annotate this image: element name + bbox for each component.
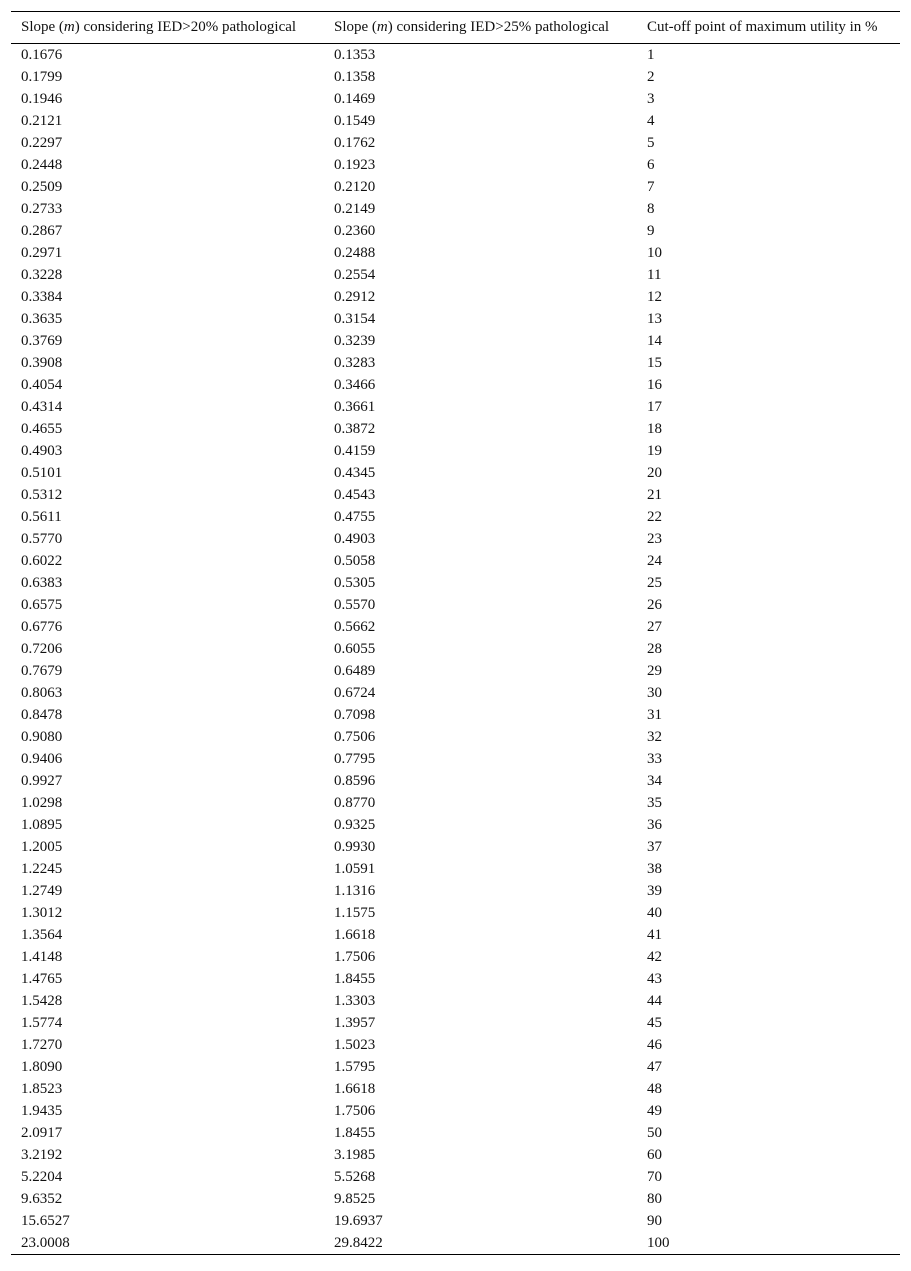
cell-slope-ied20: 1.2005 — [21, 839, 63, 855]
cell-slope-ied25: 0.6724 — [334, 685, 376, 701]
cell-cutoff-point: 11 — [647, 267, 662, 283]
cell-slope-ied20: 0.2971 — [21, 245, 63, 261]
cell-slope-ied20: 1.5774 — [21, 1015, 63, 1031]
table-row — [11, 1166, 900, 1188]
table-row — [11, 286, 900, 308]
cell-cutoff-point: 80 — [647, 1191, 662, 1207]
cell-slope-ied20: 5.2204 — [21, 1169, 63, 1185]
cell-slope-ied25: 0.7098 — [334, 707, 376, 723]
cell-slope-ied25: 19.6937 — [334, 1213, 383, 1229]
cell-slope-ied20: 0.6022 — [21, 553, 63, 569]
table-row — [11, 704, 900, 726]
cell-cutoff-point: 41 — [647, 927, 662, 943]
cell-slope-ied25: 0.1923 — [334, 157, 376, 173]
table-row — [11, 440, 900, 462]
cell-slope-ied20: 1.5428 — [21, 993, 63, 1009]
cell-slope-ied25: 0.9930 — [334, 839, 376, 855]
cell-cutoff-point: 2 — [647, 69, 655, 85]
table-row — [11, 594, 900, 616]
table-row — [11, 264, 900, 286]
table-row — [11, 1012, 900, 1034]
cell-slope-ied20: 1.7270 — [21, 1037, 63, 1053]
cell-slope-ied20: 0.6575 — [21, 597, 63, 613]
cell-cutoff-point: 60 — [647, 1147, 662, 1163]
cell-slope-ied20: 0.5770 — [21, 531, 63, 547]
header-text: Cut-off point of maximum utility in % — [647, 19, 878, 35]
header-slope-ied20 — [11, 12, 324, 44]
cell-cutoff-point: 1 — [647, 47, 655, 63]
cell-slope-ied25: 0.4755 — [334, 509, 376, 525]
table-row — [11, 1144, 900, 1166]
cell-slope-ied25: 0.3872 — [334, 421, 376, 437]
table-row — [11, 220, 900, 242]
cell-cutoff-point: 20 — [647, 465, 662, 481]
cell-cutoff-point: 25 — [647, 575, 662, 591]
cell-slope-ied20: 0.1946 — [21, 91, 63, 107]
cell-slope-ied20: 0.5611 — [21, 509, 62, 525]
table-row — [11, 616, 900, 638]
cell-slope-ied25: 1.8455 — [334, 971, 376, 987]
table-row — [11, 726, 900, 748]
cell-slope-ied25: 1.7506 — [334, 949, 376, 965]
cell-cutoff-point: 37 — [647, 839, 662, 855]
cell-slope-ied20: 1.8523 — [21, 1081, 63, 1097]
cell-slope-ied20: 0.3228 — [21, 267, 63, 283]
cell-slope-ied25: 9.8525 — [334, 1191, 376, 1207]
table-row — [11, 946, 900, 968]
cell-cutoff-point: 30 — [647, 685, 662, 701]
table-row — [11, 968, 900, 990]
cell-slope-ied25: 1.1316 — [334, 883, 376, 899]
cell-slope-ied25: 1.8455 — [334, 1125, 376, 1141]
cell-slope-ied25: 0.9325 — [334, 817, 376, 833]
table-row — [11, 418, 900, 440]
table-row — [11, 858, 900, 880]
cell-cutoff-point: 43 — [647, 971, 662, 987]
cell-slope-ied20: 15.6527 — [21, 1213, 70, 1229]
cell-cutoff-point: 32 — [647, 729, 662, 745]
header-text: ) considering IED>25% pathological — [387, 19, 610, 35]
cell-slope-ied25: 0.4903 — [334, 531, 376, 547]
table-row — [11, 924, 900, 946]
cell-cutoff-point: 18 — [647, 421, 662, 437]
cell-slope-ied25: 1.3957 — [334, 1015, 376, 1031]
table-row — [11, 198, 900, 220]
cell-slope-ied20: 0.9080 — [21, 729, 63, 745]
cell-slope-ied20: 0.9406 — [21, 751, 63, 767]
cell-slope-ied25: 0.7506 — [334, 729, 376, 745]
cell-cutoff-point: 3 — [647, 91, 655, 107]
cell-slope-ied25: 3.1985 — [334, 1147, 376, 1163]
cell-cutoff-point: 33 — [647, 751, 662, 767]
table-row — [11, 1078, 900, 1100]
table-row — [11, 1232, 900, 1255]
cell-slope-ied20: 0.6383 — [21, 575, 63, 591]
cell-slope-ied20: 0.5101 — [21, 465, 63, 481]
table-row — [11, 1034, 900, 1056]
table-row — [11, 330, 900, 352]
cell-slope-ied25: 0.4543 — [334, 487, 376, 503]
cell-slope-ied25: 0.2120 — [334, 179, 376, 195]
table-row — [11, 374, 900, 396]
cell-cutoff-point: 42 — [647, 949, 662, 965]
cell-cutoff-point: 70 — [647, 1169, 662, 1185]
cell-slope-ied20: 0.1799 — [21, 69, 63, 85]
table-row — [11, 770, 900, 792]
table-row — [11, 506, 900, 528]
cell-cutoff-point: 90 — [647, 1213, 662, 1229]
cell-cutoff-point: 12 — [647, 289, 662, 305]
cell-slope-ied20: 0.4054 — [21, 377, 63, 393]
cell-slope-ied25: 29.8422 — [334, 1235, 383, 1251]
cell-cutoff-point: 4 — [647, 113, 655, 129]
cell-cutoff-point: 27 — [647, 619, 662, 635]
header-text: Slope ( — [21, 19, 64, 35]
cell-slope-ied20: 1.3564 — [21, 927, 63, 943]
cell-slope-ied20: 0.2297 — [21, 135, 63, 151]
cell-slope-ied25: 1.7506 — [334, 1103, 376, 1119]
table-row — [11, 990, 900, 1012]
table-row — [11, 792, 900, 814]
cell-slope-ied20: 0.3769 — [21, 333, 63, 349]
cell-slope-ied20: 0.6776 — [21, 619, 63, 635]
cell-cutoff-point: 36 — [647, 817, 662, 833]
table-row — [11, 462, 900, 484]
cell-cutoff-point: 35 — [647, 795, 662, 811]
cell-slope-ied20: 3.2192 — [21, 1147, 63, 1163]
cell-cutoff-point: 6 — [647, 157, 655, 173]
cell-slope-ied20: 0.2121 — [21, 113, 63, 129]
cell-slope-ied20: 1.3012 — [21, 905, 63, 921]
cell-slope-ied25: 0.2149 — [334, 201, 376, 217]
cell-slope-ied20: 1.4765 — [21, 971, 63, 987]
cell-cutoff-point: 23 — [647, 531, 662, 547]
cell-slope-ied20: 23.0008 — [21, 1235, 70, 1251]
cell-slope-ied25: 1.5795 — [334, 1059, 376, 1075]
cell-slope-ied25: 0.4159 — [334, 443, 376, 459]
cell-slope-ied20: 1.8090 — [21, 1059, 63, 1075]
cell-cutoff-point: 45 — [647, 1015, 662, 1031]
cell-slope-ied25: 0.5662 — [334, 619, 376, 635]
table-row — [11, 1188, 900, 1210]
cell-slope-ied25: 0.6489 — [334, 663, 376, 679]
cell-slope-ied20: 1.0895 — [21, 817, 63, 833]
cell-slope-ied25: 1.5023 — [334, 1037, 376, 1053]
table-row — [11, 1100, 900, 1122]
cell-slope-ied20: 0.9927 — [21, 773, 63, 789]
cell-cutoff-point: 40 — [647, 905, 662, 921]
table-row — [11, 66, 900, 88]
cell-slope-ied20: 1.2749 — [21, 883, 63, 899]
table-row — [11, 110, 900, 132]
cell-cutoff-point: 17 — [647, 399, 662, 415]
table-row — [11, 682, 900, 704]
cell-slope-ied25: 0.1353 — [334, 47, 376, 63]
cell-cutoff-point: 46 — [647, 1037, 662, 1053]
table-row — [11, 176, 900, 198]
header-italic-m: m — [376, 19, 388, 35]
cell-slope-ied25: 0.5305 — [334, 575, 376, 591]
cell-slope-ied25: 0.6055 — [334, 641, 376, 657]
cell-slope-ied25: 1.0591 — [334, 861, 376, 877]
cell-slope-ied25: 0.3661 — [334, 399, 376, 415]
cell-cutoff-point: 39 — [647, 883, 662, 899]
table-row — [11, 572, 900, 594]
cell-slope-ied25: 1.6618 — [334, 1081, 376, 1097]
table-row — [11, 1210, 900, 1232]
cell-slope-ied25: 0.5570 — [334, 597, 376, 613]
cell-slope-ied25: 0.4345 — [334, 465, 376, 481]
cell-cutoff-point: 14 — [647, 333, 662, 349]
cell-slope-ied20: 0.7206 — [21, 641, 63, 657]
cell-slope-ied25: 0.3239 — [334, 333, 376, 349]
cell-slope-ied25: 0.8770 — [334, 795, 376, 811]
cell-cutoff-point: 100 — [647, 1235, 670, 1251]
cell-slope-ied20: 2.0917 — [21, 1125, 63, 1141]
cell-slope-ied20: 0.3384 — [21, 289, 63, 305]
cell-slope-ied20: 0.5312 — [21, 487, 63, 503]
table-header — [11, 12, 900, 44]
cell-cutoff-point: 9 — [647, 223, 655, 239]
cell-slope-ied25: 0.8596 — [334, 773, 376, 789]
header-text: ) considering IED>20% pathological — [74, 19, 297, 35]
cell-slope-ied20: 1.2245 — [21, 861, 63, 877]
table-row — [11, 1056, 900, 1078]
cell-cutoff-point: 21 — [647, 487, 662, 503]
cell-slope-ied20: 0.4903 — [21, 443, 63, 459]
cell-slope-ied20: 0.2733 — [21, 201, 63, 217]
cell-slope-ied20: 0.4655 — [21, 421, 63, 437]
cell-slope-ied25: 0.1358 — [334, 69, 376, 85]
cell-cutoff-point: 22 — [647, 509, 662, 525]
cell-slope-ied25: 0.2488 — [334, 245, 376, 261]
table-row — [11, 396, 900, 418]
cell-cutoff-point: 26 — [647, 597, 662, 613]
header-slope-ied25 — [324, 12, 637, 44]
table-row — [11, 660, 900, 682]
cell-slope-ied25: 0.3283 — [334, 355, 376, 371]
cell-cutoff-point: 44 — [647, 993, 662, 1009]
table-row — [11, 88, 900, 110]
cell-cutoff-point: 49 — [647, 1103, 662, 1119]
cell-slope-ied25: 0.5058 — [334, 553, 376, 569]
cell-slope-ied20: 0.3635 — [21, 311, 63, 327]
cell-cutoff-point: 48 — [647, 1081, 662, 1097]
cell-slope-ied20: 0.3908 — [21, 355, 63, 371]
cell-slope-ied20: 0.4314 — [21, 399, 63, 415]
table-row — [11, 528, 900, 550]
table-row — [11, 484, 900, 506]
cell-slope-ied20: 1.9435 — [21, 1103, 63, 1119]
cell-slope-ied25: 0.3154 — [334, 311, 376, 327]
cell-slope-ied25: 0.2912 — [334, 289, 376, 305]
cell-slope-ied25: 1.3303 — [334, 993, 376, 1009]
cell-cutoff-point: 16 — [647, 377, 662, 393]
cell-cutoff-point: 19 — [647, 443, 662, 459]
table-row — [11, 308, 900, 330]
header-text: Slope ( — [334, 19, 377, 35]
cell-slope-ied20: 9.6352 — [21, 1191, 63, 1207]
cell-slope-ied20: 0.1676 — [21, 47, 63, 63]
cell-slope-ied25: 1.1575 — [334, 905, 376, 921]
cell-cutoff-point: 28 — [647, 641, 662, 657]
data-table-container — [11, 11, 900, 1255]
cell-cutoff-point: 8 — [647, 201, 655, 217]
cell-cutoff-point: 5 — [647, 135, 655, 151]
table-row — [11, 154, 900, 176]
table-row — [11, 836, 900, 858]
cell-cutoff-point: 13 — [647, 311, 662, 327]
cell-cutoff-point: 31 — [647, 707, 662, 723]
cell-slope-ied20: 0.2867 — [21, 223, 63, 239]
cell-slope-ied20: 1.0298 — [21, 795, 63, 811]
table-body — [11, 44, 900, 1255]
table-row — [11, 638, 900, 660]
cell-slope-ied25: 5.5268 — [334, 1169, 376, 1185]
cell-slope-ied25: 0.1549 — [334, 113, 376, 129]
table-row — [11, 902, 900, 924]
cell-slope-ied20: 1.4148 — [21, 949, 63, 965]
table-row — [11, 1122, 900, 1144]
cell-slope-ied25: 0.1762 — [334, 135, 376, 151]
cell-cutoff-point: 50 — [647, 1125, 662, 1141]
header-italic-m: m — [63, 19, 75, 35]
cell-slope-ied20: 0.8478 — [21, 707, 63, 723]
table-row — [11, 352, 900, 374]
table-row — [11, 132, 900, 154]
cell-cutoff-point: 38 — [647, 861, 662, 877]
cell-slope-ied25: 1.6618 — [334, 927, 376, 943]
cell-slope-ied25: 0.1469 — [334, 91, 376, 107]
cell-cutoff-point: 47 — [647, 1059, 662, 1075]
table-row — [11, 44, 900, 67]
table-row — [11, 550, 900, 572]
table-row — [11, 748, 900, 770]
cell-slope-ied25: 0.2554 — [334, 267, 376, 283]
header-cutoff-point — [637, 12, 900, 44]
cell-cutoff-point: 10 — [647, 245, 662, 261]
cell-cutoff-point: 24 — [647, 553, 662, 569]
cell-slope-ied20: 0.2509 — [21, 179, 63, 195]
table-row — [11, 880, 900, 902]
cell-slope-ied25: 0.3466 — [334, 377, 376, 393]
cell-slope-ied25: 0.7795 — [334, 751, 376, 767]
slope-cutoff-table — [11, 11, 900, 1255]
cell-cutoff-point: 15 — [647, 355, 662, 371]
table-row — [11, 242, 900, 264]
table-row — [11, 814, 900, 836]
cell-slope-ied20: 0.8063 — [21, 685, 63, 701]
cell-cutoff-point: 7 — [647, 179, 655, 195]
cell-cutoff-point: 34 — [647, 773, 662, 789]
cell-slope-ied20: 0.7679 — [21, 663, 63, 679]
cell-slope-ied20: 0.2448 — [21, 157, 63, 173]
cell-cutoff-point: 29 — [647, 663, 662, 679]
cell-slope-ied25: 0.2360 — [334, 223, 376, 239]
header-row — [11, 12, 900, 44]
